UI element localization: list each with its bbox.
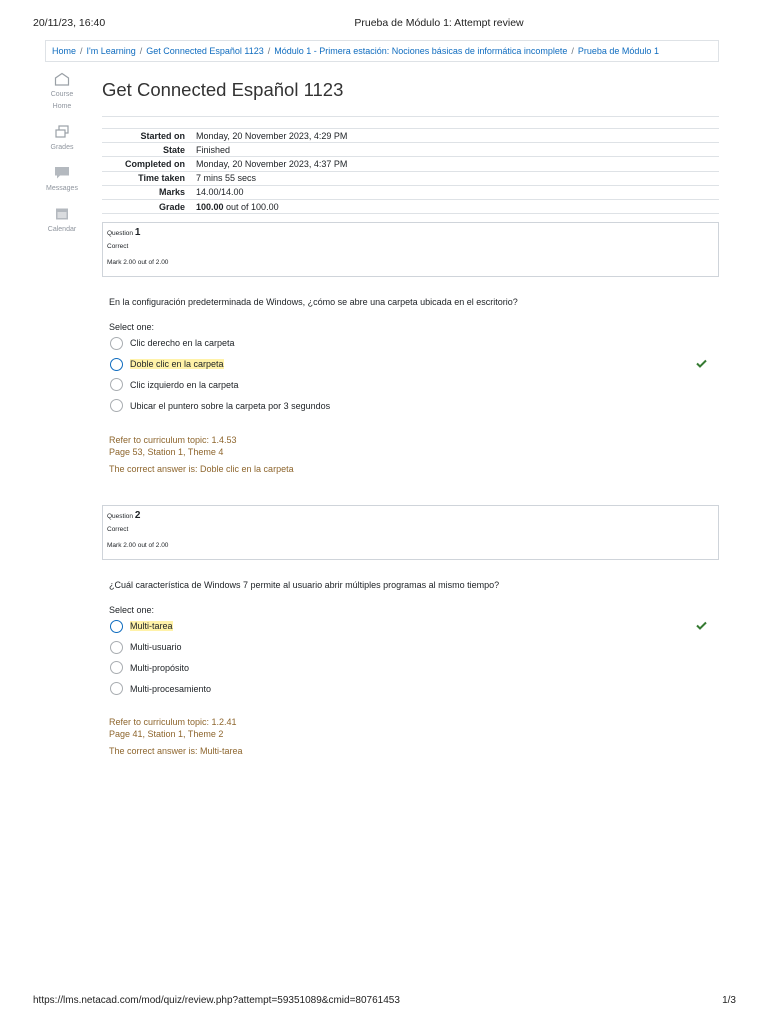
breadcrumb-module[interactable]: Módulo 1 - Primera estación: Nociones básicas de informática incomplete: [274, 46, 568, 56]
summary-row-marks: [102, 185, 719, 199]
breadcrumb-separator: /: [139, 46, 143, 56]
print-datetime: 20/11/23, 16:40: [33, 17, 106, 29]
question-1-correct-answer: The correct answer is: Doble clic en la carpeta: [109, 464, 294, 474]
answer-label: Clic derecho en la carpeta: [130, 338, 235, 349]
breadcrumb-im-learning[interactable]: I'm Learning: [86, 46, 136, 56]
question-1-select-one: Select one:: [109, 322, 155, 332]
nav-messages[interactable]: [40, 166, 84, 195]
summary-label: Grade: [102, 199, 194, 213]
summary-label: Started on: [102, 129, 194, 143]
attempt-summary-table: [102, 128, 719, 214]
print-title: Prueba de Módulo 1: Attempt review: [354, 17, 524, 29]
question-grade: Mark 2.00 out of 2.00: [107, 259, 169, 266]
summary-value: 14.00/14.00: [194, 185, 719, 199]
home-icon: [54, 72, 70, 86]
nav-course-home[interactable]: [40, 72, 84, 113]
feedback-page: Page 41, Station 1, Theme 2: [109, 728, 224, 739]
question-state: Correct: [107, 526, 129, 533]
feedback-topic: Refer to curriculum topic: 1.4.53: [109, 435, 237, 445]
title-divider: [102, 116, 719, 117]
nav-messages-label: Messages: [46, 185, 78, 192]
summary-row-started: [102, 129, 719, 143]
grades-icon: [54, 125, 70, 139]
nav-grades-label: Grades: [50, 144, 74, 151]
question-2-info: [102, 505, 719, 560]
grade-score: 100.00: [196, 201, 224, 212]
correct-check-icon: [696, 359, 707, 368]
radio-button[interactable]: [110, 641, 123, 654]
question-2-correct-answer: The correct answer is: Multi-tarea: [109, 746, 243, 756]
question-1-info: [102, 222, 719, 277]
summary-value: Monday, 20 November 2023, 4:37 PM: [194, 157, 719, 171]
answer-option-selected[interactable]: [110, 354, 710, 375]
summary-label: Time taken: [102, 171, 194, 185]
radio-button[interactable]: [110, 337, 123, 350]
question-prefix: Question: [107, 230, 135, 237]
answer-label: Multi-tarea: [130, 621, 173, 632]
summary-row-state: [102, 143, 719, 157]
page-title: Get Connected Español 1123: [102, 79, 344, 100]
summary-row-grade: [102, 199, 719, 213]
question-grade: Mark 2.00 out of 2.00: [107, 542, 169, 549]
summary-label: Marks: [102, 185, 194, 199]
grade-out-of: out of 100.00: [223, 201, 279, 212]
nav-calendar[interactable]: [40, 207, 84, 236]
summary-value: [194, 199, 719, 213]
breadcrumb-separator: /: [267, 46, 271, 56]
summary-label: Completed on: [102, 157, 194, 171]
question-state: Correct: [107, 243, 129, 250]
nav-course-home-label-1: Course: [50, 91, 74, 98]
breadcrumb-quiz[interactable]: Prueba de Módulo 1: [577, 46, 659, 56]
radio-button-checked[interactable]: [110, 620, 123, 633]
answer-option[interactable]: [110, 333, 710, 354]
nav-course-home-label-2: Home: [52, 103, 72, 110]
answer-label: Ubicar el puntero sobre la carpeta por 3 segundos: [130, 400, 331, 411]
radio-button-checked[interactable]: [110, 358, 123, 371]
breadcrumb-separator: /: [80, 46, 83, 56]
breadcrumb-home[interactable]: Home: [52, 46, 77, 56]
question-number: [107, 227, 714, 238]
question-2-text: ¿Cuál característica de Windows 7 permite al usuario abrir múltiples programas al mismo tiempo?: [109, 580, 500, 590]
print-url: https://lms.netacad.com/mod/quiz/review.php?attempt=59351089&cmid=80761453: [33, 995, 400, 1006]
question-2-select-one: Select one:: [109, 605, 155, 615]
summary-value: Finished: [194, 143, 719, 157]
question-number: [107, 510, 714, 521]
question-2-feedback: [109, 717, 237, 740]
question-1-answers: [110, 333, 710, 416]
calendar-icon: [54, 207, 70, 221]
nav-grades[interactable]: [40, 125, 84, 154]
radio-button[interactable]: [110, 378, 123, 391]
answer-label: Doble clic en la carpeta: [130, 359, 224, 370]
radio-button[interactable]: [110, 682, 123, 695]
breadcrumb: [45, 40, 719, 62]
summary-label: State: [102, 143, 194, 157]
answer-label: Clic izquierdo en la carpeta: [130, 379, 239, 390]
breadcrumb-separator: /: [571, 46, 574, 56]
nav-calendar-label: Calendar: [47, 226, 77, 233]
print-header: [0, 0, 768, 40]
radio-button[interactable]: [110, 399, 123, 412]
summary-value: 7 mins 55 secs: [194, 171, 719, 185]
answer-option[interactable]: [110, 678, 710, 699]
answer-option[interactable]: [110, 375, 710, 396]
question-number-value: 2: [134, 510, 141, 521]
breadcrumb-course[interactable]: Get Connected Español 1123: [146, 46, 264, 56]
question-number-value: 1: [134, 227, 141, 238]
feedback-page: Page 53, Station 1, Theme 4: [109, 446, 224, 457]
question-2-answers: [110, 616, 710, 699]
answer-label: Multi-procesamiento: [130, 683, 212, 694]
answer-label: Multi-propósito: [130, 662, 190, 673]
radio-button[interactable]: [110, 661, 123, 674]
question-1-text: En la configuración predeterminada de Windows, ¿cómo se abre una carpeta ubicada en el escritorio?: [109, 297, 518, 307]
feedback-topic: Refer to curriculum topic: 1.2.41: [109, 717, 237, 727]
correct-check-icon: [696, 621, 707, 630]
answer-option[interactable]: [110, 395, 710, 416]
side-nav: [40, 72, 84, 248]
summary-row-completed: [102, 157, 719, 171]
summary-row-time-taken: [102, 171, 719, 185]
print-page-number: 1/3: [722, 995, 736, 1006]
answer-label: Multi-usuario: [130, 642, 182, 653]
question-prefix: Question: [107, 513, 135, 520]
chat-icon: [54, 166, 70, 180]
answer-option[interactable]: [110, 637, 710, 658]
answer-option[interactable]: [110, 658, 710, 679]
question-1-feedback: [109, 435, 237, 458]
answer-option-selected[interactable]: [110, 616, 710, 637]
summary-value: Monday, 20 November 2023, 4:29 PM: [194, 129, 719, 143]
